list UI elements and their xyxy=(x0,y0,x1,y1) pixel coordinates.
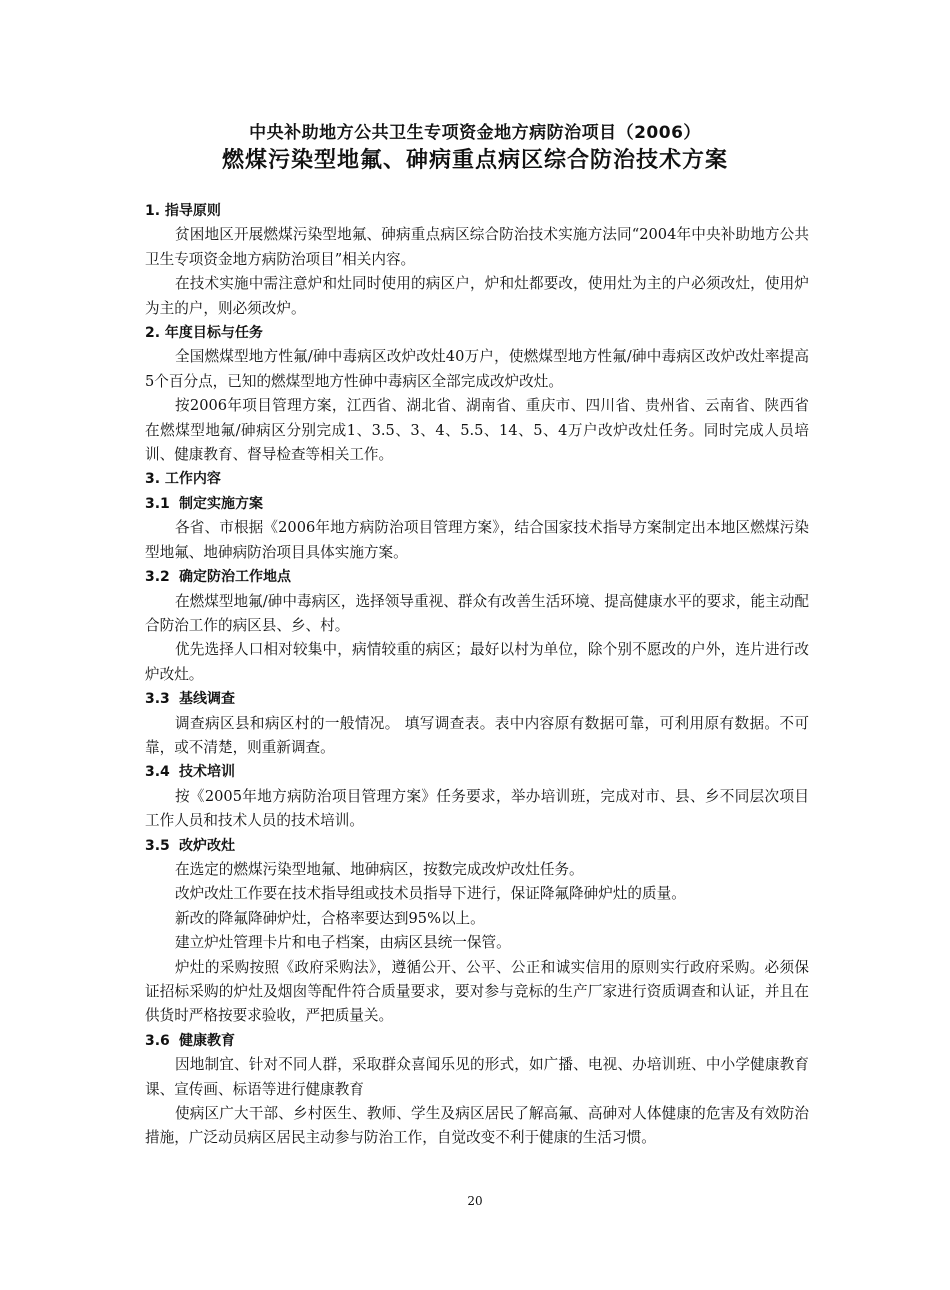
paragraph: 炉灶的采购按照《政府采购法》，遵循公开、公平、公正和诚实信用的原则实行政府采购。必须保证招标采购的炉灶及烟囱等配件符合质量要求，要对参与竞标的生产厂家进行资质调查和认证，并且在供货时严格按要求验收，严把质量关。 xyxy=(145,958,809,1025)
paragraph: 在技术实施中需注意炉和灶同时使用的病区户，炉和灶都要改，使用灶为主的户必须改灶，使用炉为主的户，则必须改炉。 xyxy=(145,275,809,317)
paragraph: 在选定的燃煤污染型地氟、地砷病区，按数完成改炉改灶任务。 xyxy=(175,860,584,878)
paragraph: 调查病区县和病区村的一般情况。 填写调查表。表中内容原有数据可靠，可利用原有数据。不可靠，或不清楚，则重新调查。 xyxy=(145,714,809,756)
subsection-heading-3-2 xyxy=(145,565,809,589)
subsection-title: 确定防治工作地点 xyxy=(179,569,291,586)
subsection-number: 3.3 xyxy=(145,691,170,708)
section-heading-1: 1. 指导原则 xyxy=(145,203,221,219)
paragraph: 新改的降氟降砷炉灶，合格率要达到95%以上。 xyxy=(175,909,485,927)
document-subtitle: 中央补助地方公共卫生专项资金地方病防治项目（2006） xyxy=(249,123,701,143)
paragraph: 因地制宜、针对不同人群，采取群众喜闻乐见的形式，如广播、电视、办培训班、中小学健康教育课、宣传画、标语等进行健康教育 xyxy=(145,1056,809,1098)
paragraph: 全国燃煤型地方性氟/砷中毒病区改炉改灶40万户，使燃煤型地方性氟/砷中毒病区改炉改灶率提高5个百分点，已知的燃煤型地方性砷中毒病区全部完成改炉改灶。 xyxy=(145,348,809,390)
subsection-heading-3-1 xyxy=(145,492,809,516)
subsection-heading-3-6 xyxy=(145,1029,809,1053)
paragraph: 贫困地区开展燃煤污染型地氟、砷病重点病区综合防治技术实施方法同“2004年中央补助地方公共卫生专项资金地方病防治项目”相关内容。 xyxy=(145,226,809,268)
paragraph: 各省、市根据《2006年地方病防治项目管理方案》，结合国家技术指导方案制定出本地区燃煤污染型地氟、地砷病防治项目具体实施方案。 xyxy=(145,519,809,561)
subsection-number: 3.5 xyxy=(145,837,170,854)
subsection-title: 基线调查 xyxy=(179,691,235,708)
paragraph: 按《2005年地方病防治项目管理方案》任务要求，举办培训班，完成对市、县、乡不同层次项目工作人员和技术人员的技术培训。 xyxy=(145,787,809,830)
paragraph: 改炉改灶工作要在技术指导组或技术员指导下进行，保证降氟降砷炉灶的质量。 xyxy=(175,885,686,903)
paragraph: 建立炉灶管理卡片和电子档案，由病区县统一保管。 xyxy=(175,934,511,952)
paragraph: 按2006年项目管理方案，江西省、湖北省、湖南省、重庆市、四川省、贵州省、云南省、陕西省在燃煤型地氟/砷病区分别完成1、3.5、3、4、5.5、14、5、4万户改炉改灶任务。同时完成人员培训、健康教育、督导检查等相关工作。 xyxy=(145,397,809,464)
subsection-title: 健康教育 xyxy=(179,1032,235,1049)
subsection-number: 3.1 xyxy=(145,495,170,512)
subsection-title: 改炉改灶 xyxy=(179,837,235,854)
subsection-title: 制定实施方案 xyxy=(179,495,263,512)
subsection-number: 3.2 xyxy=(145,569,170,586)
document-title: 燃煤污染型地氟、砷病重点病区综合防治技术方案 xyxy=(221,148,728,173)
subsection-title: 技术培训 xyxy=(179,764,235,781)
section-heading-2: 2. 年度目标与任务 xyxy=(145,325,263,342)
page-number: 20 xyxy=(467,1194,483,1208)
paragraph: 在燃煤型地氟/砷中毒病区，选择领导重视、群众有改善生活环境、提高健康水平的要求，能主动配合防治工作的病区县、乡、村。 xyxy=(145,592,809,634)
subsection-heading-3-3 xyxy=(145,687,809,711)
paragraph: 优先选择人口相对较集中，病情较重的病区；最好以村为单位，除个别不愿改的户外，连片进行改炉改灶。 xyxy=(145,641,809,683)
document-body xyxy=(145,199,809,1151)
subsection-heading-3-4 xyxy=(145,760,809,784)
subsection-number: 3.6 xyxy=(145,1032,170,1049)
subsection-heading-3-5 xyxy=(145,834,809,858)
paragraph: 使病区广大干部、乡村医生、教师、学生及病区居民了解高氟、高砷对人体健康的危害及有效防治措施，广泛动员病区居民主动参与防治工作，自觉改变不利于健康的生活习惯。 xyxy=(145,1105,809,1147)
section-heading-3: 3. 工作内容 xyxy=(145,471,221,488)
subsection-number: 3.4 xyxy=(145,764,170,781)
